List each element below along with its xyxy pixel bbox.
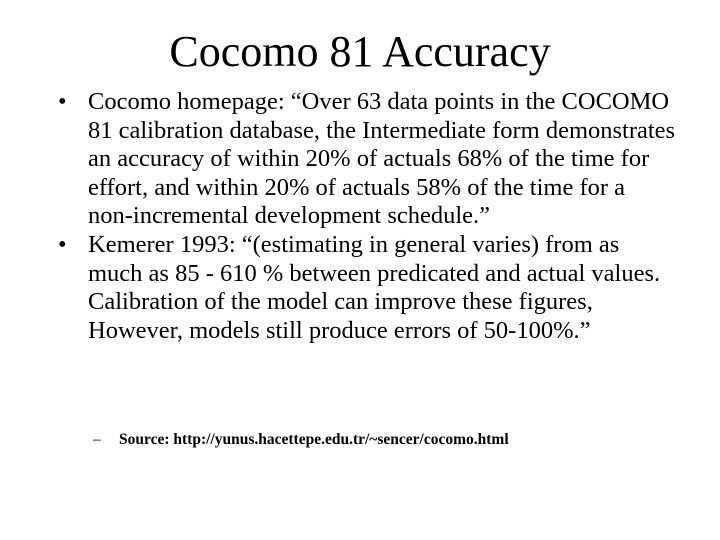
source-text: Source: http://yunus.hacettepe.edu.tr/~sencer/cocomo.html <box>119 431 509 448</box>
bullet-list <box>56 88 676 345</box>
slide-title: Cocomo 81 Accuracy <box>169 27 551 76</box>
bullet-text: Kemerer 1993: “(estimating in general varies) from as much as 85 - 610 % between predicated and actual values. Calibration of the model can improve these figures, However, models still produce errors of 50-100%.” <box>88 230 661 344</box>
bullet-item-cocomo-homepage <box>56 88 676 231</box>
dash-icon: – <box>93 431 101 448</box>
source-line <box>93 430 693 450</box>
bullet-icon: • <box>58 88 67 115</box>
bullet-text: Cocomo homepage: “Over 63 data points in the COCOMO 81 calibration database, the Intermediate form demonstrates an accuracy of within 20% of actuals 68% of the time for effort, and within 20% of actuals 58% of the time for a non-incremental development schedule.” <box>88 88 676 230</box>
bullet-item-kemerer <box>56 231 676 345</box>
bullet-icon: • <box>58 230 67 258</box>
